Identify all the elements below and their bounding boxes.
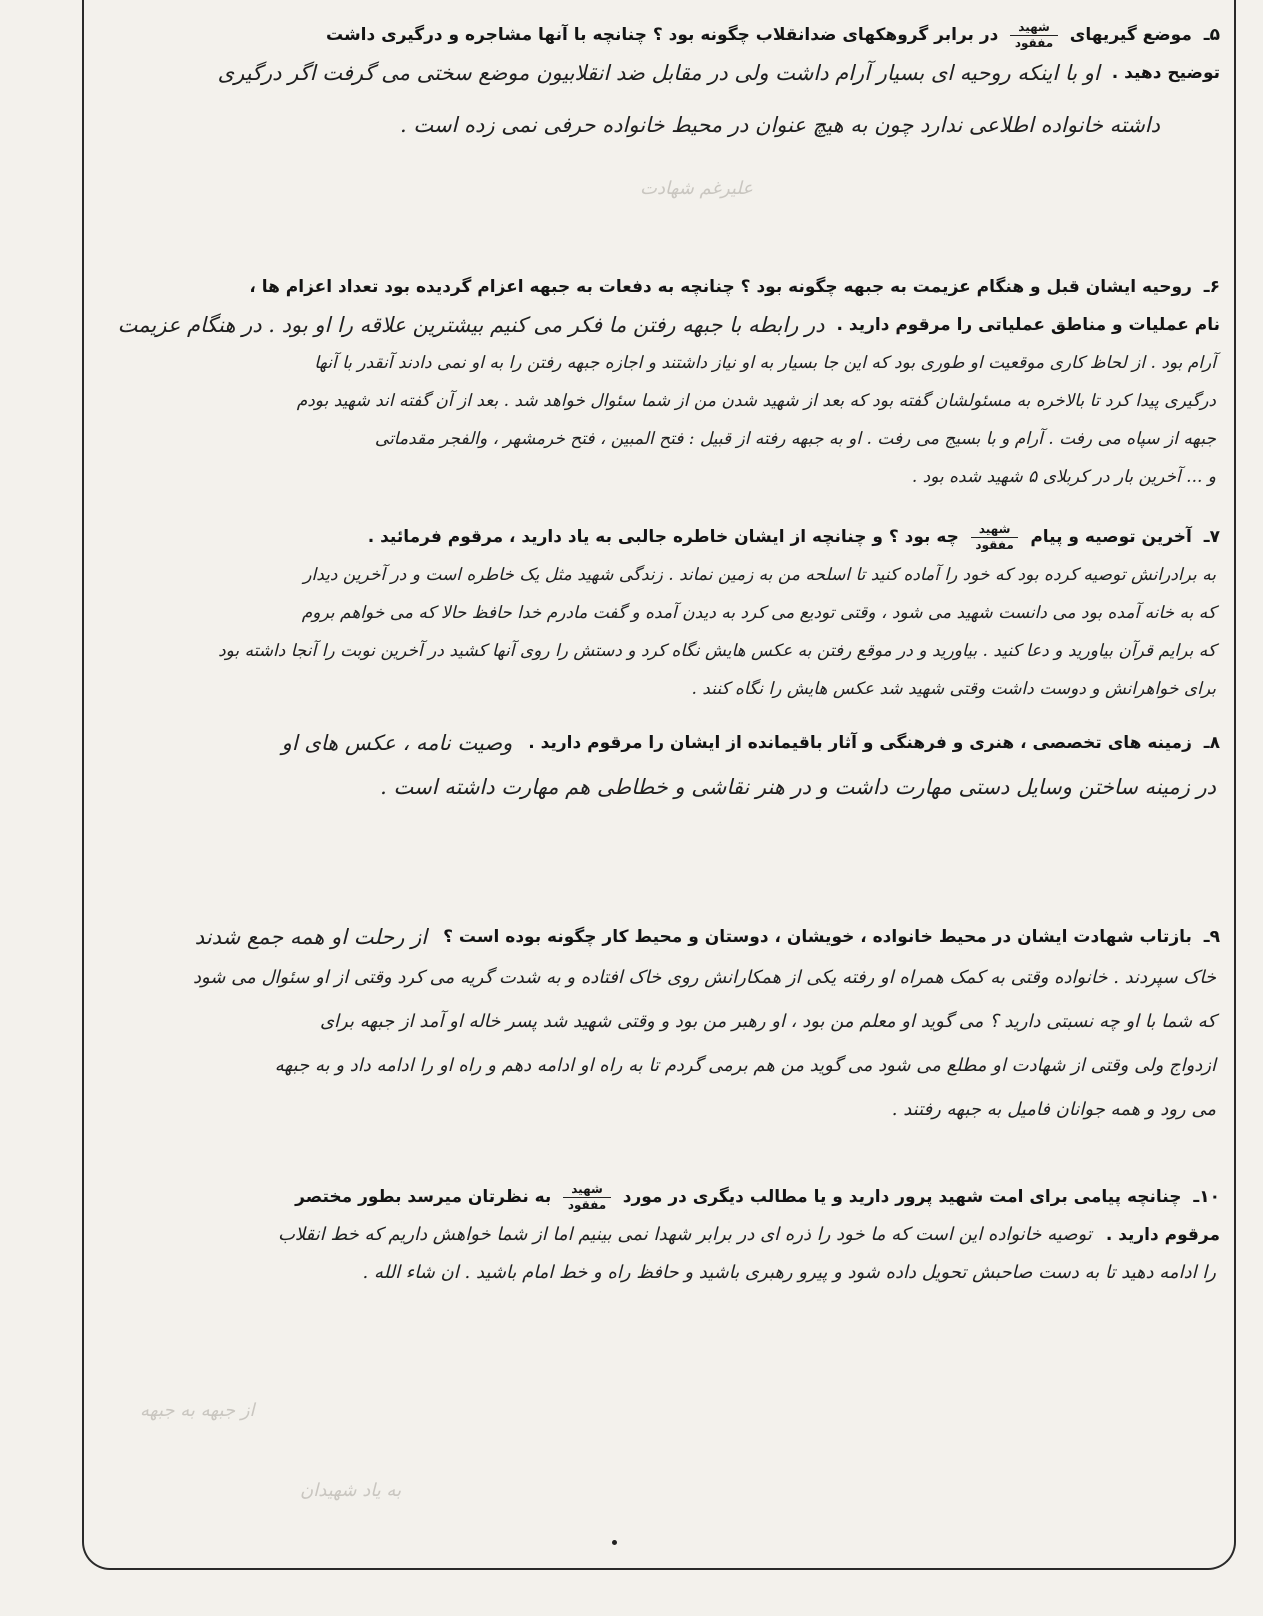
question-5-line2	[96, 54, 1220, 92]
handwritten-answer: می رود و همه جوانان فامیل به جبهه رفتند .	[891, 1099, 1216, 1120]
question-number: ۶ـ	[1203, 277, 1220, 297]
question-8-text	[96, 724, 1220, 762]
handwritten-answer: در زمینه ساختن وسایل دستی مهارت داشت و در هنر نقاشی و خطاطی هم مهارت داشته است .	[380, 775, 1216, 799]
question-7-suffix: چه بود ؟ و چنانچه از ایشان خاطره جالبی به یاد دارید ، مرقوم فرمائید .	[367, 527, 959, 547]
question-number: ۱۰ـ	[1193, 1187, 1220, 1207]
bleed-through-text: به یاد شهیدان	[300, 1480, 402, 1501]
question-10-text	[96, 1178, 1220, 1216]
fraction-top: شهید	[563, 1183, 611, 1198]
handwritten-answer: خاک سپردند . خانواده وقتی به کمک همراه او رفته یکی از همکارانش روی خاک افتاده و به شدت گریه می کرد وقتی از او سئوال می شود	[192, 967, 1216, 988]
handwritten-answer: که برایم قرآن بیاورید و دعا کنید . بیاورید و در موقع رفتن به عکس هایش نگاه کرد و دستش را روی آنها کشید در آخرین نوبت را آنجا داشته بود	[218, 641, 1216, 661]
question-number: ۸ـ	[1203, 733, 1220, 753]
handwritten-answer: آرام بود . از لحاظ کاری موقعیت او طوری بود که این جا بسیار به او نیاز داشتند و اجازه جبهه رفتن را به او نمی دادند آنقدر با آنها	[314, 353, 1216, 373]
question-7	[96, 518, 1220, 708]
question-9-text	[96, 918, 1220, 956]
page-dot	[612, 1540, 622, 1548]
martyr-missing-fraction	[563, 1183, 611, 1212]
handwritten-answer: درگیری پیدا کرد تا بالاخره به مسئولشان گفته بود که بعد از شهید شدن من از شما سئوال خواهد شد . بعد از آن گفته اند شهید بودم	[296, 391, 1216, 411]
question-6-line1: روحیه ایشان قبل و هنگام عزیمت به جبهه چگونه بود ؟ چنانچه به دفعات به جبهه اعزام گردیده بود تعداد اعزام ها ،	[249, 277, 1192, 297]
handwritten-answer: داشته خانواده اطلاعی ندارد چون به هیچ عنوان در محیط خانواده حرفی نمی زده است .	[399, 113, 1160, 137]
handwritten-answer: که به خانه آمده بود می دانست شهید می شود ، وقتی تودیع می کرد به دیدن آمده و گفت مادرم خدا حافظ حالا که می خواهم بروم	[301, 603, 1216, 623]
question-8-line1: زمینه های تخصصی ، هنری و فرهنگی و آثار باقیمانده از ایشان را مرقوم دارید .	[528, 733, 1192, 753]
question-7-text	[96, 518, 1220, 556]
question-10-prefix: چنانچه پیامی برای امت شهید پرور دارید و یا مطالب دیگری در مورد	[622, 1187, 1182, 1207]
fraction-bottom: مفقود	[975, 537, 1014, 552]
handwritten-answer: به برادرانش توصیه کرده بود که خود را آماده کنید تا اسلحه من به زمین نماند . زندگی شهید مثل یک خاطره است و در آخرین دیدار	[303, 565, 1216, 585]
question-7-prefix: آخرین توصیه و پیام	[1030, 527, 1192, 547]
question-6-line2-row	[96, 306, 1220, 344]
question-6	[96, 268, 1220, 496]
question-10-suffix: به نظرتان میرسد بطور مختصر	[295, 1187, 552, 1207]
question-6-line2: نام عملیات و مناطق عملیاتی را مرقوم دارید .	[836, 315, 1220, 335]
handwritten-answer: برای خواهرانش و دوست داشت وقتی شهید شد عکس هایش را نگاه کنند .	[691, 679, 1216, 699]
question-5-text	[96, 16, 1220, 54]
question-5-continuation: توضیح دهید .	[1111, 63, 1220, 83]
fraction-bottom: مفقود	[567, 1197, 607, 1212]
martyr-missing-fraction	[971, 523, 1019, 552]
handwritten-answer: ازدواج ولی وقتی از شهادت او مطلع می شود می گوید من هم برمی گردم تا به راه او ادامه دهم و راه او را ادامه داد و به جبهه	[274, 1055, 1216, 1076]
question-10	[96, 1178, 1220, 1292]
question-5-prefix: موضع گیریهای	[1069, 25, 1192, 45]
fraction-top: شهید	[1010, 21, 1058, 36]
bleed-through-text: از جبهه به جبهه	[140, 1400, 255, 1421]
question-10-line2: مرقوم دارید .	[1105, 1225, 1220, 1245]
martyr-missing-fraction	[1010, 21, 1058, 50]
question-number: ۷ـ	[1203, 527, 1220, 547]
question-10-line2-row	[96, 1216, 1220, 1254]
handwritten-answer: جبهه از سپاه می رفت . آرام و با بسیج می رفت . او به جبهه رفته از قبیل : فتح المبین ، فتح خرمشهر ، والفجر مقدماتی	[374, 429, 1216, 449]
question-5-suffix: در برابر گروهکهای ضدانقلاب چگونه بود ؟ چنانچه با آنها مشاجره و درگیری داشت	[325, 25, 999, 45]
handwritten-answer: که شما با او چه نسبتی دارید ؟ می گوید او معلم من بود ، او رهبر من بود و وقتی شهید شد پسر خاله او آمد از جبهه برای	[319, 1011, 1216, 1032]
question-8	[96, 724, 1220, 806]
question-9	[96, 918, 1220, 1132]
handwritten-answer: وصیت نامه ، عکس های او	[281, 731, 513, 755]
handwritten-answer: در رابطه با جبهه رفتن ما فکر می کنیم بیشترین علاقه را او بود . در هنگام عزیمت	[117, 313, 825, 337]
question-number: ۹ـ	[1203, 927, 1220, 947]
bleed-through-text: علیرغم شهادت	[640, 178, 754, 199]
question-6-text	[96, 268, 1220, 306]
handwritten-answer: را ادامه دهید تا به دست صاحبش تحویل داده شود و پیرو رهبری باشید و حافظ راه و خط امام باشید . ان شاء الله .	[362, 1262, 1216, 1283]
fraction-bottom: مفقود	[1014, 35, 1054, 50]
fraction-top: شهید	[971, 523, 1019, 538]
handwritten-answer: از رحلت او همه جمع شدند	[194, 925, 428, 949]
question-9-line1: بازتاب شهادت ایشان در محیط خانواده ، خویشان ، دوستان و محیط کار چگونه بوده است ؟	[443, 927, 1192, 947]
question-5	[96, 16, 1220, 144]
handwritten-answer: توصیه خانواده این است که ما خود را ذره ای در برابر شهدا نمی بینیم اما از شما خواهش داریم که خط انقلاب	[277, 1224, 1092, 1245]
handwritten-answer: و ... آخرین بار در کربلای ۵ شهید شده بود .	[911, 467, 1216, 487]
question-number: ۵ـ	[1203, 25, 1220, 45]
handwritten-answer: او با اینکه روحیه ای بسیار آرام داشت ولی در مقابل ضد انقلابیون موضع سختی می گرفت اگر درگیری	[217, 61, 1100, 85]
